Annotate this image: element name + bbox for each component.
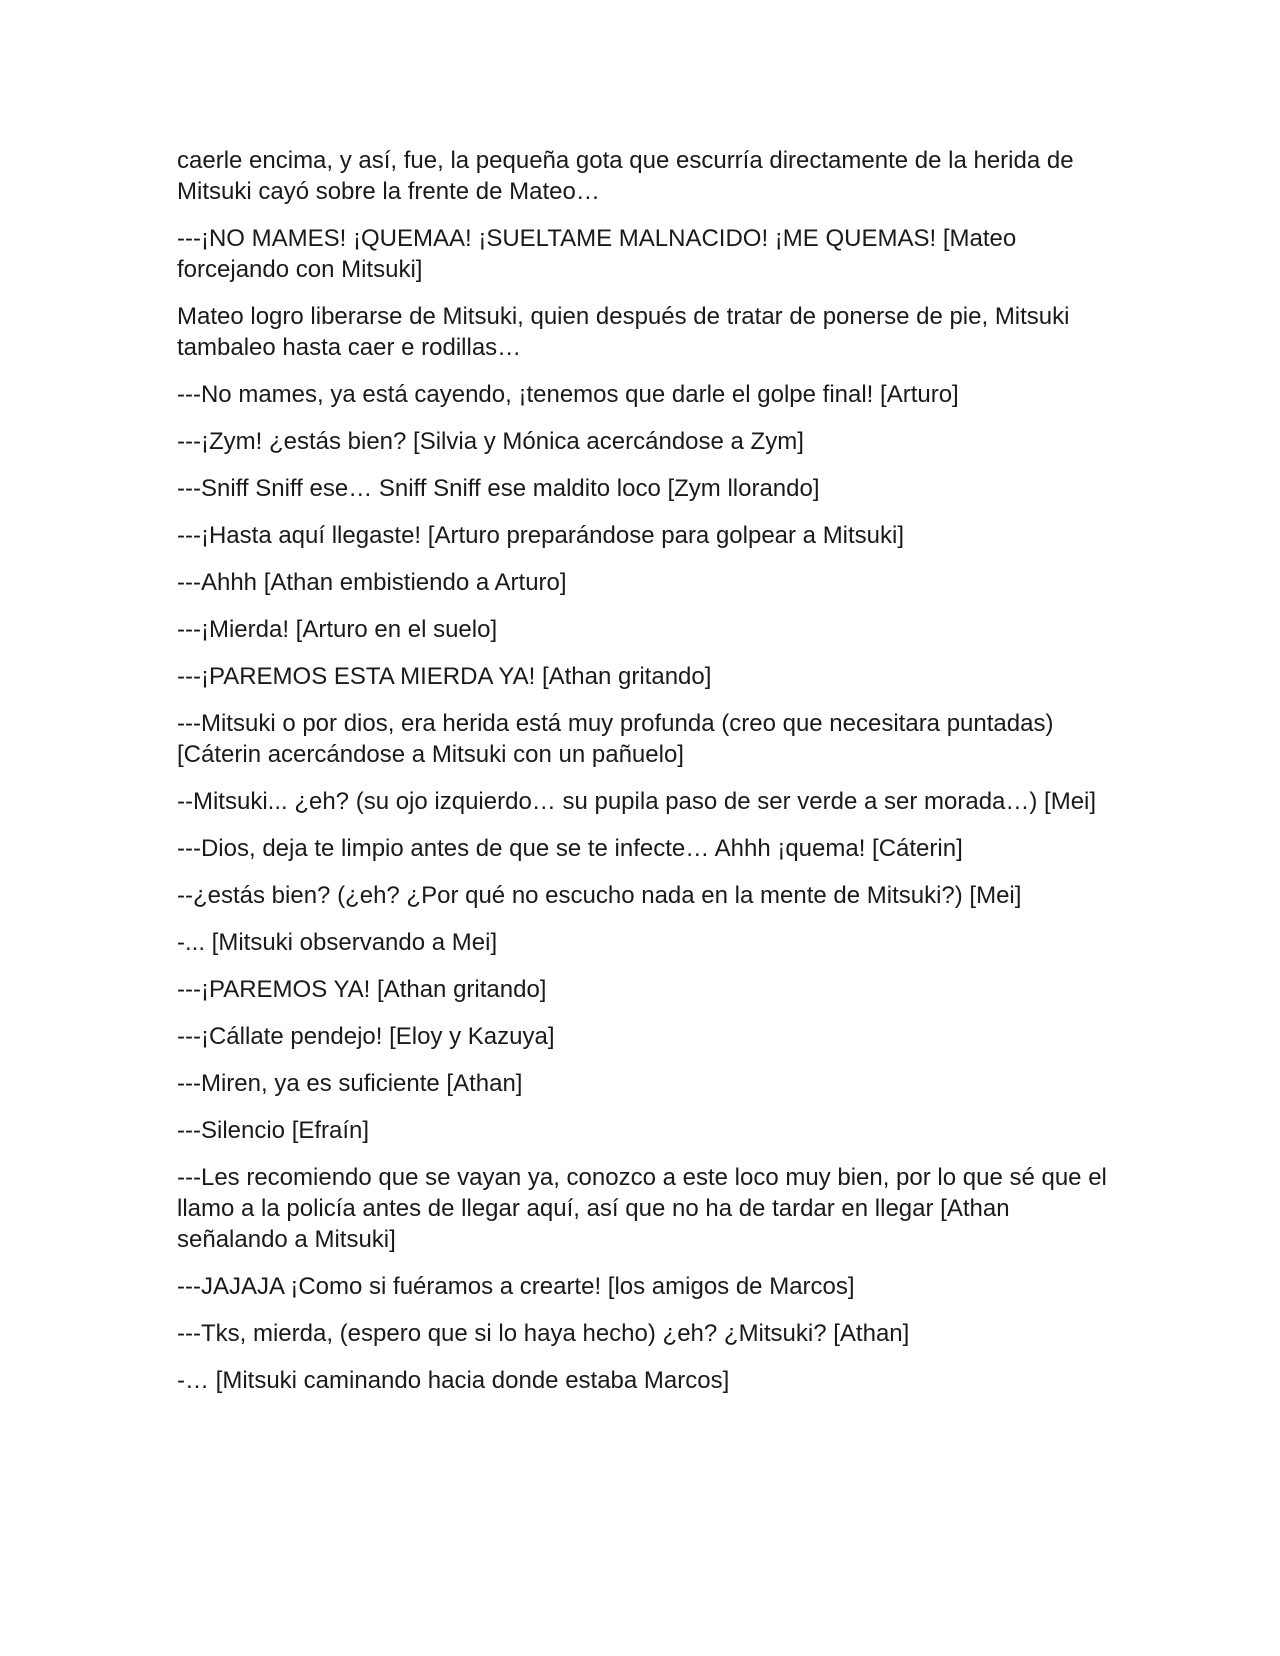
paragraph: ---¡Cállate pendejo! [Eloy y Kazuya] [177,1023,555,1050]
paragraph: -... [Mitsuki observando a Mei] [177,929,498,956]
paragraph: ---Ahhh [Athan embistiendo a Arturo] [177,569,567,596]
paragraph: --¿estás bien? (¿eh? ¿Por qué no escucho nada en la mente de Mitsuki?) [Mei] [177,882,1022,909]
paragraph: ---Les recomiendo que se vayan ya, conozco a este loco muy bien, por lo que sé que el llamo a la policía antes de llegar aquí, así que no ha de tardar en llegar [Athan señalando a Mitsuki] [177,1164,1107,1253]
paragraph: ---Miren, ya es suficiente [Athan] [177,1070,523,1097]
paragraph: ---¡PAREMOS YA! [Athan gritando] [177,976,547,1003]
paragraph: ---No mames, ya está cayendo, ¡tenemos que darle el golpe final! [Arturo] [177,381,959,408]
paragraph: ---¡Hasta aquí llegaste! [Arturo preparándose para golpear a Mitsuki] [177,522,905,549]
paragraph: ---Sniff Sniff ese… Sniff Sniff ese maldito loco [Zym llorando] [177,475,820,502]
paragraph: ---Mitsuki o por dios, era herida está muy profunda (creo que necesitara puntadas) [Cáterin acercándose a Mitsuki con un pañuelo] [177,710,1054,768]
paragraph: Mateo logro liberarse de Mitsuki, quien después de tratar de ponerse de pie, Mitsuki tambaleo hasta caer e rodillas… [177,303,1070,361]
paragraph: ---JAJAJA ¡Como si fuéramos a crearte! [los amigos de Marcos] [177,1273,855,1300]
paragraph: ---Tks, mierda, (espero que si lo haya hecho) ¿eh? ¿Mitsuki? [Athan] [177,1320,910,1347]
paragraph: ---Dios, deja te limpio antes de que se te infecte… Ahhh ¡quema! [Cáterin] [177,835,963,862]
paragraph: ---¡Mierda! [Arturo en el suelo] [177,616,498,643]
paragraph: caerle encima, y así, fue, la pequeña gota que escurría directamente de la herida de Mitsuki cayó sobre la frente de Mateo… [177,147,1074,205]
document-body [177,145,1117,1412]
paragraph: ---¡PAREMOS ESTA MIERDA YA! [Athan gritando] [177,663,712,690]
paragraph: ---¡NO MAMES! ¡QUEMAA! ¡SUELTAME MALNACIDO! ¡ME QUEMAS! [Mateo forcejando con Mitsuki] [177,225,1017,283]
paragraph: -… [Mitsuki caminando hacia donde estaba Marcos] [177,1367,730,1394]
paragraph: --Mitsuki... ¿eh? (su ojo izquierdo… su pupila paso de ser verde a ser morada…) [Mei] [177,788,1097,815]
paragraph: ---Silencio [Efraín] [177,1117,370,1144]
paragraph: ---¡Zym! ¿estás bien? [Silvia y Mónica acercándose a Zym] [177,428,804,455]
